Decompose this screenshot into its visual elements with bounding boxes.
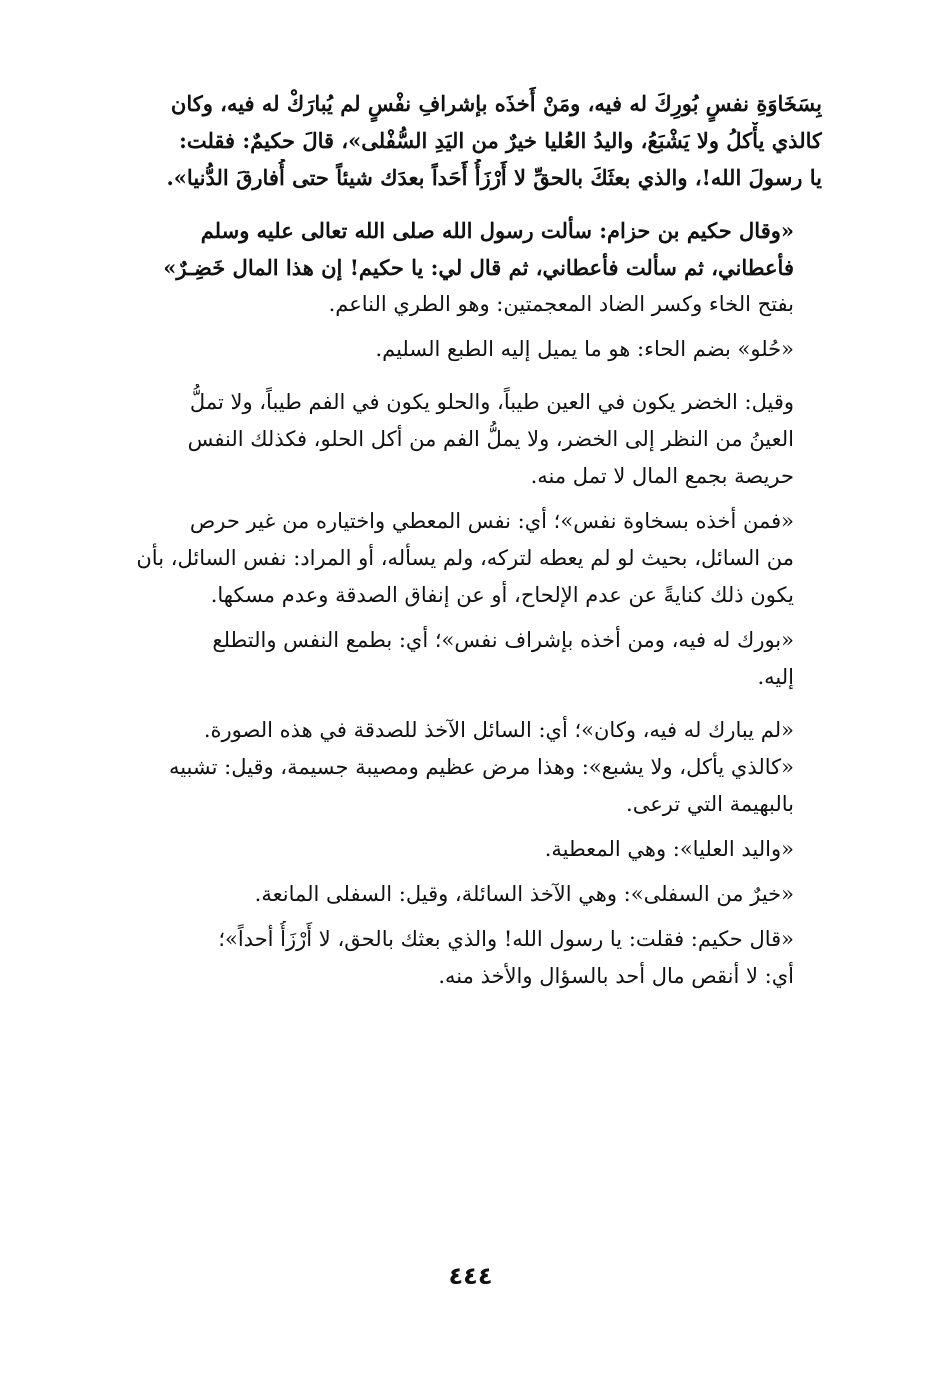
text-line: كالذي يأْكلُ ولا يَشْبَعُ، واليدُ العُليا خيرٌ من اليَدِ السُّفْلى»، قالَ حكيمٌ: فقلت:: [179, 128, 822, 153]
paragraph-boorik: [100, 622, 822, 696]
text-line: بالبهيمة التي ترعى.: [626, 792, 794, 816]
text-line: «لم يبارك له فيه، وكان»؛ أي: السائل الآخذ للصدقة في هذه الصورة.: [203, 718, 794, 742]
text-line: «وقال حكيم بن حزام: سألت رسول الله صلى الله تعالى عليه وسلم: [200, 218, 794, 243]
text-line: يكون ذلك كنايةً عن عدم الإلحاح، أو عن إنفاق الصدقة وعدم مسكها.: [210, 583, 794, 607]
paragraph-lam-yubarak: [100, 712, 822, 823]
paragraph-qil: [100, 384, 822, 495]
text-line: بفتح الخاء وكسر الضاد المعجمتين: وهو الطري الناعم.: [328, 292, 794, 316]
text-line: «خيرٌ من السفلى»: وهي الآخذ السائلة، وقيل: السفلى المانعة.: [254, 882, 794, 906]
text-line: أي: لا أنقص مال أحد بالسؤال والأخذ منه.: [438, 964, 794, 988]
text-line: وقيل: الخضر يكون في العين طيباً، والحلو يكون في الفم طيباً، ولا تملُّ: [189, 390, 794, 414]
text-line: «فمن أخذه بسخاوة نفس»؛ أي: نفس المعطي واختياره من غير حرص: [189, 509, 794, 533]
paragraph-sakhawa: [100, 503, 822, 614]
page-number: ٤٤٤: [448, 1262, 493, 1290]
text-line: «كالذي يأكل، ولا يشبع»: وهذا مرض عظيم ومصيبة جسيمة، وقيل: تشبيه: [168, 755, 794, 779]
text-line: حريصة بجمع المال لا تمل منه.: [530, 464, 794, 488]
paragraph-hakim-quote: [100, 212, 822, 323]
paragraph-yad-ulya: [100, 831, 822, 868]
text-line: «حُلو» بضم الحاء: هو ما يميل إليه الطبع السليم.: [375, 337, 794, 361]
text-line: «واليد العليا»: وهي المعطية.: [544, 837, 794, 861]
text-line: يا رسولَ الله!، والذي بعثَكَ بالحقِّ لا أَرْزَأُ أَحَداً بعدَك شيئاً حتى أُفارقَ الدُّنيا».: [166, 165, 822, 190]
text-line: العينُ من النظر إلى الخضر، ولا يملُّ الفم من أكل الحلو، فكذلك النفس: [187, 427, 794, 451]
paragraph-qala-hakim: [100, 921, 822, 995]
page-body: [100, 85, 822, 995]
text-line: «بورك له فيه، ومن أخذه بإشراف نفس»؛ أي: بطمع النفس والتطلع: [212, 628, 794, 652]
text-line: إليه.: [757, 665, 794, 689]
paragraph-hulw: [100, 331, 822, 368]
paragraph-hadith-end: [100, 85, 822, 196]
text-line: من السائل، بحيث لو لم يعطه لتركه، ولم يسأله، أو المراد: نفس السائل، بأن: [136, 546, 794, 570]
text-line: بِسَخَاوَةِ نفسٍ بُورِكَ له فيه، ومَنْ أَخذَه بإشرافِ نفْسٍ لم يُبارَكْ له فيه، وكان: [170, 91, 822, 116]
text-line: «قال حكيم: فقلت: يا رسول الله! والذي بعثك بالحق، لا أَرْزَأُ أحداً»؛: [218, 927, 794, 951]
paragraph-khayr: [100, 876, 822, 913]
text-line: فأعطاني، ثم سألت فأعطاني، ثم قال لي: يا حكيم! إن هذا المال خَضِـرٌ»: [163, 255, 794, 280]
